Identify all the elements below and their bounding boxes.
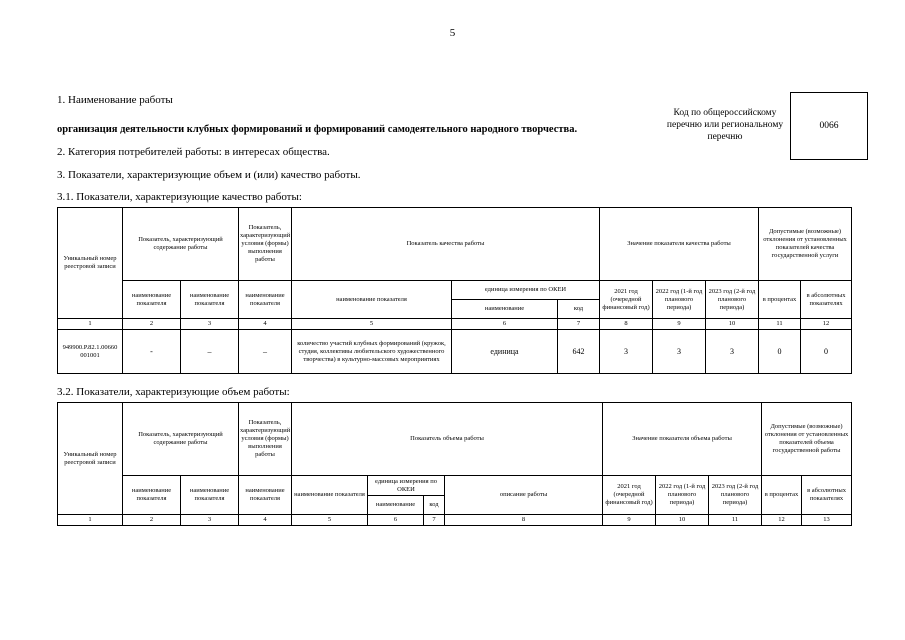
section-3-1-heading: 3.1. Показатели, характеризующие качество работы: — [57, 191, 302, 203]
cell-dev-abs: 0 — [801, 330, 852, 374]
header-percent: в процентах — [759, 281, 801, 319]
page-number: 5 — [449, 27, 456, 39]
header-year-2021: 2021 год (очередной финансовый год) — [603, 476, 656, 515]
col-number: 6 — [368, 515, 424, 526]
header-values: Значение показателя качества работы — [600, 208, 759, 281]
header-indicator-name: наименование показателя — [292, 281, 452, 319]
volume-table — [57, 402, 852, 526]
header-values: Значение показателя объема работы — [603, 403, 762, 476]
header-form: Показатель, характеризующий условия (формы) выполнения работы — [239, 403, 292, 476]
cell-form: – — [239, 330, 292, 374]
col-number: 8 — [445, 515, 603, 526]
section-1-heading: 1. Наименование работы — [57, 94, 173, 106]
header-percent: в процентах — [762, 476, 802, 515]
header-volume: Показатель объема работы — [292, 403, 603, 476]
cell-2021: 3 — [600, 330, 653, 374]
col-number: 13 — [802, 515, 852, 526]
header-form: Показатель, характеризующий условия (формы) выполнения работы — [239, 208, 292, 281]
col-number: 10 — [656, 515, 709, 526]
cell-indicator: количество участий клубных формирований (кружок, студия, коллективы любительского художественного творчества) в культурно-массовых мероприятиях — [292, 330, 452, 374]
header-name-ind: наименование показателя — [239, 281, 292, 319]
code-label-line: перечню или региональному — [666, 120, 784, 130]
col-number: 10 — [706, 319, 759, 330]
section-2-text: 2. Категория потребителей работы: в интересах общества. — [57, 146, 330, 158]
header-unit-code: код — [424, 496, 445, 515]
header-name-ind: наименование показателя — [123, 476, 181, 515]
header-name-ind: наименование показателя — [181, 476, 239, 515]
cell-unit-name: единица — [452, 330, 558, 374]
header-content: Показатель, характеризующий содержание работы — [123, 208, 239, 281]
header-deviation: Допустимые (возможные) отклонения от установленных показателей качества государственной услуги — [759, 208, 852, 281]
col-number: 4 — [239, 515, 292, 526]
col-number: 2 — [123, 515, 181, 526]
header-deviation: Допустимые (возможные) отклонения от установленных показателей объема государственной работы — [762, 403, 852, 476]
header-quality: Показатель качества работы — [292, 208, 600, 281]
col-number: 7 — [424, 515, 445, 526]
cell-2023: 3 — [706, 330, 759, 374]
col-number: 3 — [181, 515, 239, 526]
header-unit: единица измерения по ОКЕИ — [452, 281, 600, 300]
col-number: 11 — [709, 515, 762, 526]
cell-unit-code: 642 — [558, 330, 600, 374]
header-unit-name: наименование — [368, 496, 424, 515]
section-3-2-heading: 3.2. Показатели, характеризующие объем работы: — [57, 386, 290, 398]
code-box — [790, 92, 868, 160]
header-name-ind: наименование показателя — [292, 476, 368, 515]
col-number: 12 — [762, 515, 802, 526]
header-name-ind: наименование показателя — [181, 281, 239, 319]
col-number: 1 — [58, 515, 123, 526]
section-3-text: 3. Показатели, характеризующие объем и (или) качество работы. — [57, 169, 361, 181]
header-name-ind: наименование показателя — [239, 476, 292, 515]
code-label-line: перечню — [707, 132, 743, 142]
code-label — [655, 107, 795, 143]
header-year-2022: 2022 год (1-й год планового периода) — [653, 281, 706, 319]
code-value: 0066 — [819, 121, 839, 131]
cell-content-2: – — [181, 330, 239, 374]
work-name: организация деятельности клубных формирований и формирований самодеятельного народного творчества. — [57, 124, 578, 135]
col-number: 5 — [292, 319, 452, 330]
col-number: 5 — [292, 515, 368, 526]
col-number: 4 — [239, 319, 292, 330]
header-content: Показатель, характеризующий содержание работы — [123, 403, 239, 476]
header-unique: Уникальный номер реестровой записи — [58, 403, 123, 515]
col-number: 2 — [123, 319, 181, 330]
col-number: 6 — [452, 319, 558, 330]
col-number: 12 — [801, 319, 852, 330]
table-row — [58, 330, 852, 374]
header-unique: Уникальный номер реестровой записи — [58, 208, 123, 319]
col-number: 9 — [653, 319, 706, 330]
header-unit-name: наименование — [452, 300, 558, 319]
header-year-2022: 2022 год (1-й год планового периода) — [656, 476, 709, 515]
col-number: 8 — [600, 319, 653, 330]
col-number: 1 — [58, 319, 123, 330]
cell-unique: 949900.Р.82.1.00660 001001 — [58, 330, 123, 374]
header-year-2021: 2021 год (очередной финансовый год) — [600, 281, 653, 319]
header-unit-code: код — [558, 300, 600, 319]
header-year-2023: 2023 год (2-й год планового периода) — [709, 476, 762, 515]
quality-table — [57, 207, 852, 374]
col-number: 3 — [181, 319, 239, 330]
cell-2022: 3 — [653, 330, 706, 374]
code-label-line: Код по общероссийскому — [673, 108, 777, 118]
header-abs: в абсолютных показателях — [801, 281, 852, 319]
col-number: 9 — [603, 515, 656, 526]
cell-dev-percent: 0 — [759, 330, 801, 374]
header-description: описание работы — [445, 476, 603, 515]
header-unit: единица измерения по ОКЕИ — [368, 476, 445, 496]
header-year-2023: 2023 год (2-й год планового периода) — [706, 281, 759, 319]
header-name-ind: наименование показателя — [123, 281, 181, 319]
col-number: 7 — [558, 319, 600, 330]
col-number: 11 — [759, 319, 801, 330]
cell-content-1: - — [123, 330, 181, 374]
header-abs: в абсолютных показателях — [802, 476, 852, 515]
